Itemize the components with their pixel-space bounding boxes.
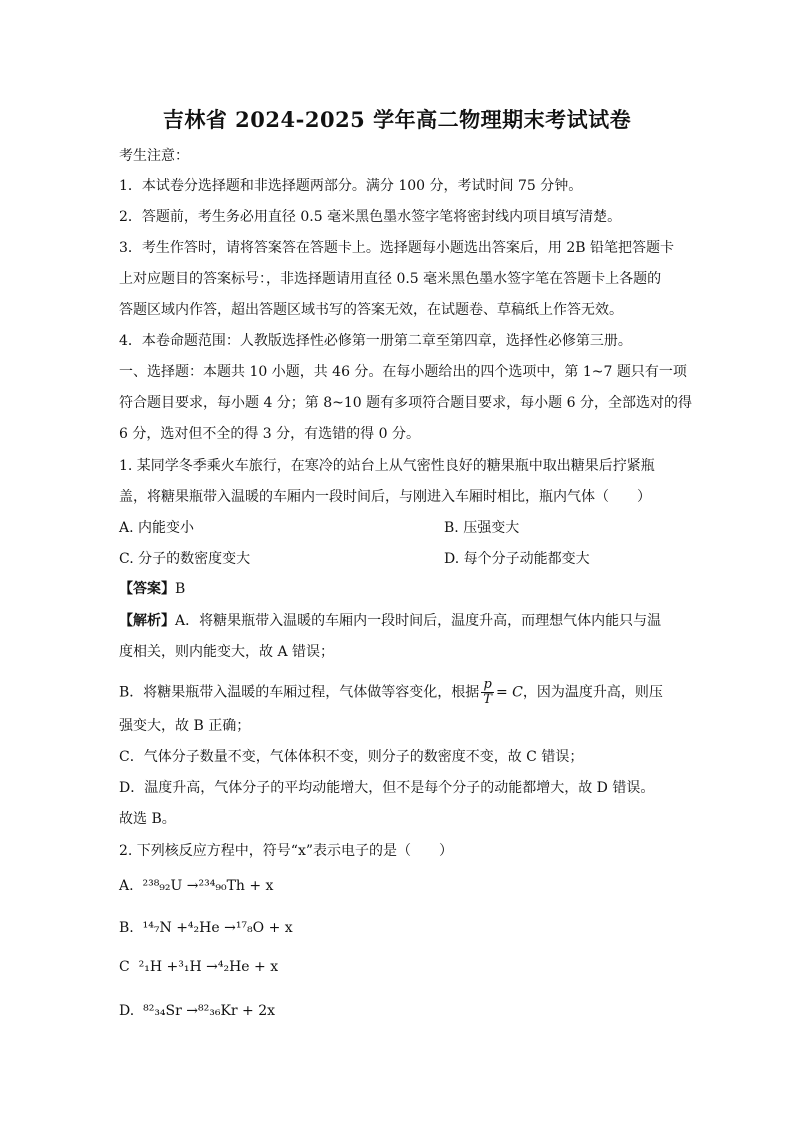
notice-item-3-cont2: 答题区域内作答，超出答题区域书写的答案无效，在试题卷、草稿纸上作答无效。 <box>119 302 623 318</box>
q1-analysis-d: D．温度升高，气体分子的平均动能增大，但不是每个分子的动能都增大，故 D 错误。 <box>119 780 655 796</box>
analysis-label: 【解析】 <box>119 613 175 629</box>
section1-intro-1: 一、选择题：本题共 10 小题，共 46 分。在每小题给出的四个选项中，第 1~7 题只有一项 <box>119 364 687 380</box>
q2-option-d-label: D. <box>119 1003 135 1019</box>
answer-label: 【答案】 <box>119 581 175 597</box>
q1-conclusion: 故选 B。 <box>119 811 176 827</box>
q2-option-c <box>119 957 278 977</box>
p-over-t-fraction <box>481 678 494 707</box>
fraction-denominator: T <box>483 692 492 707</box>
fraction-numerator: p <box>481 678 494 693</box>
q1-stem-1: 1. 某同学冬季乘火车旅行，在寒冷的站台上从气密性良好的糖果瓶中取出糖果后拧紧瓶 <box>119 458 655 474</box>
analysis-b-pre: B．将糖果瓶带入温暖的车厢过程，气体做等容变化，根据 <box>119 684 480 701</box>
analysis-b-post: ，因为温度升高，则压 <box>522 684 663 701</box>
q1-option-a: A. 内能变小 <box>119 520 195 536</box>
q2-stem: 2. 下列核反应方程中，符号“x”表示电子的是（ ） <box>119 843 454 859</box>
q1-option-c: C. 分子的数密度变大 <box>119 551 251 567</box>
equals-c: = C <box>495 684 523 701</box>
q1-analysis-1 <box>119 611 679 631</box>
notice-heading: 考生注意： <box>119 148 189 164</box>
q2-option-b-label: B. <box>119 920 134 936</box>
notice-item-3: 3．考生作答时，请将答案答在答题卡上。选择题每小题选出答案后，用 2B 铅笔把答题卡 <box>119 240 675 256</box>
notice-item-3-cont: 上对应题目的答案标号：，非选择题请用直径 0.5 毫米黑色墨水签字笔在答题卡上各题的 <box>119 271 662 287</box>
q1-option-b: B. 压强变大 <box>444 520 520 536</box>
page-title: 吉林省 2024-2025 学年高二物理期末考试试卷 <box>162 107 632 132</box>
q1-analysis-b <box>119 678 679 707</box>
q2-option-c-label: C <box>119 959 130 975</box>
analysis-text-a1: A．将糖果瓶带入温暖的车厢内一段时间后，温度升高，而理想气体内能只与温 <box>175 613 662 629</box>
q2-option-d <box>119 1001 275 1021</box>
q2-option-c-equation: ²₁H +³₁H →⁴₂He + x <box>138 959 279 975</box>
q1-stem-2: 盖，将糖果瓶带入温暖的车厢内一段时间后，与刚进入车厢时相比，瓶内气体（ ） <box>119 489 651 505</box>
section1-intro-3: 6 分，选对但不全的得 3 分，有选错的得 0 分。 <box>119 426 420 442</box>
q1-analysis-c: C．气体分子数量不变，气体体积不变，则分子的数密度不变，故 C 错误； <box>119 749 584 765</box>
q1-analysis-2: 度相关，则内能变大，故 A 错误； <box>119 644 335 660</box>
q1-analysis-b-2: 强变大，故 B 正确； <box>119 718 251 734</box>
q1-option-d: D. 每个分子动能都变大 <box>444 551 590 567</box>
q2-option-b <box>119 918 293 938</box>
q2-option-a <box>119 876 273 896</box>
q2-option-b-equation: ¹⁴₇N +⁴₂He →¹⁷₈O + x <box>142 920 293 936</box>
section1-intro-2: 符合题目要求，每小题 4 分；第 8~10 题有多项符合题目要求，每小题 6 分，全部选对的得 <box>119 395 692 411</box>
q2-option-d-equation: ⁸²₃₄Sr →⁸²₃₆Kr + 2x <box>143 1003 276 1019</box>
answer-value: B <box>175 581 186 597</box>
q1-answer <box>119 579 679 599</box>
notice-item-4: 4．本卷命题范围：人教版选择性必修第一册第二章至第四章，选择性必修第三册。 <box>119 333 632 349</box>
q2-option-a-equation: ²³⁸₉₂U →²³⁴₉₀Th + x <box>142 878 274 894</box>
q2-option-a-label: A. <box>119 878 134 894</box>
notice-item-2: 2．答题前，考生务必用直径 0.5 毫米黑色墨水签字笔将密封线内项目填写清楚。 <box>119 209 622 225</box>
notice-item-1: 1．本试卷分选择题和非选择题两部分。满分 100 分，考试时间 75 分钟。 <box>119 178 583 194</box>
